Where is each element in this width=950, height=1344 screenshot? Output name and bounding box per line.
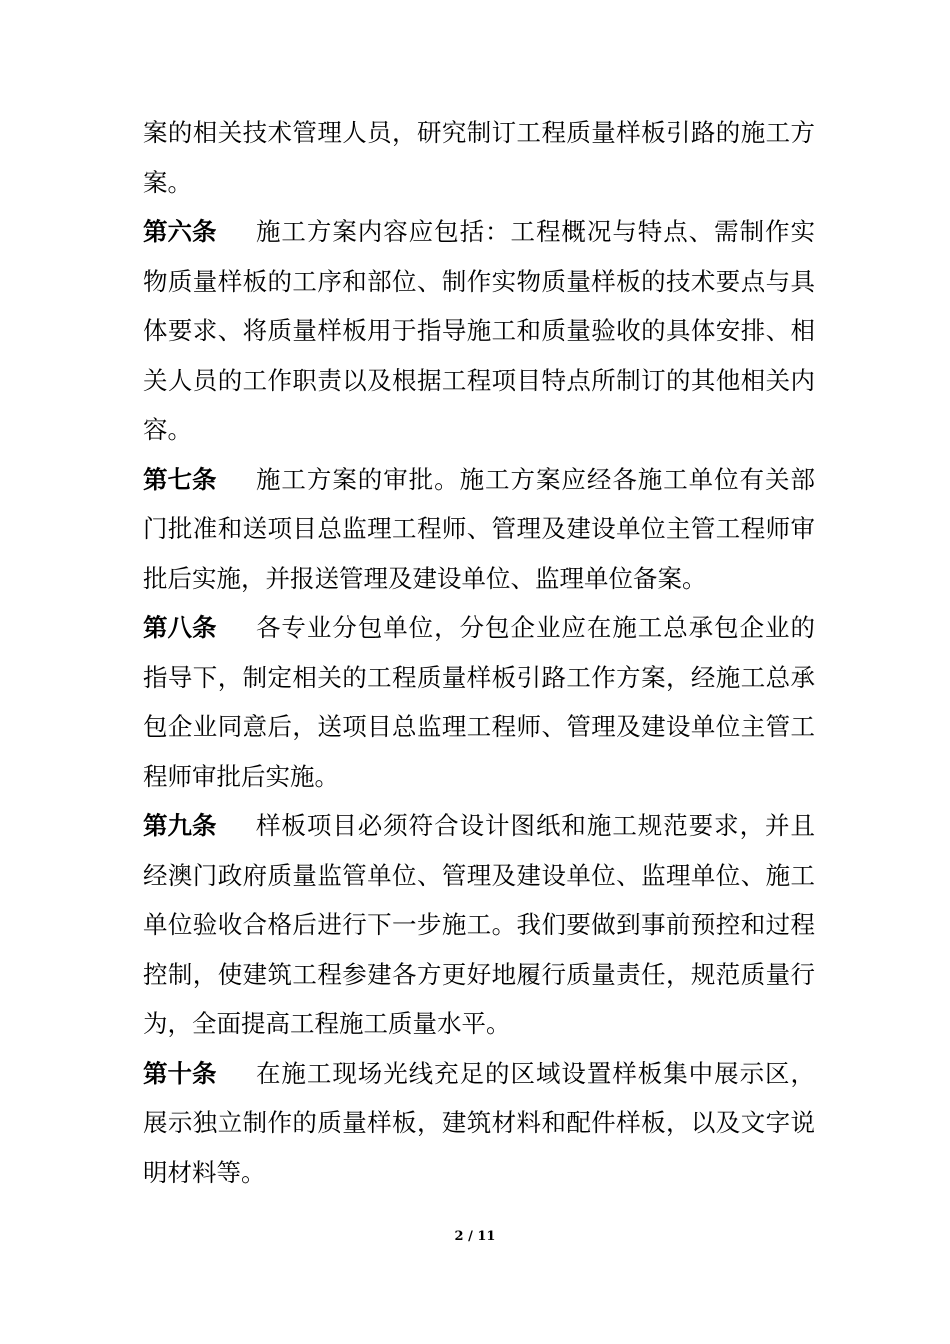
article-text: 施工方案内容应包括：工程概况与特点、需制作实物质量样板的工序和部位、制作实物质量样板的技术要点与具体要求、将质量样板用于指导施工和质量验收的具体安排、相关人员的工作职责以及根据工程项目特点所制订的其他相关内容。 bbox=[143, 217, 815, 444]
document-body bbox=[143, 108, 815, 1197]
article-text: 在施工现场光线充足的区域设置样板集中展示区，展示独立制作的质量样板，建筑材料和配件样板，以及文字说明材料等。 bbox=[143, 1058, 815, 1187]
article-label: 第六条 bbox=[143, 217, 217, 246]
article-label: 第九条 bbox=[143, 811, 217, 840]
article-9 bbox=[143, 801, 815, 1049]
article-label: 第七条 bbox=[143, 464, 217, 494]
article-7 bbox=[143, 455, 815, 604]
article-text: 样板项目必须符合设计图纸和施工规范要求，并且经澳门政府质量监管单位、管理及建设单位、监理单位、施工单位验收合格后进行下一步施工。我们要做到事前预控和过程控制，使建筑工程参建各方更好地履行质量责任，规范质量行为，全面提高工程施工质量水平。 bbox=[143, 811, 815, 1038]
article-8 bbox=[143, 603, 815, 801]
article-text: 各专业分包单位，分包企业应在施工总承包企业的指导下，制定相关的工程质量样板引路工作方案，经施工总承包企业同意后，送项目总监理工程师、管理及建设单位主管工程师审批后实施。 bbox=[143, 613, 815, 791]
article-label: 第十条 bbox=[143, 1058, 217, 1088]
article-label: 第八条 bbox=[143, 613, 217, 642]
page-number: 2 / 11 bbox=[454, 1229, 496, 1244]
article-6 bbox=[143, 207, 815, 455]
article-10 bbox=[143, 1049, 815, 1198]
article-text: 施工方案的审批。施工方案应经各施工单位有关部门批准和送项目总监理工程师、管理及建设单位主管工程师审批后实施，并报送管理及建设单位、监理单位备案。 bbox=[143, 464, 815, 593]
continuation-paragraph: 案的相关技术管理人员，研究制订工程质量样板引路的施工方案。 bbox=[143, 118, 815, 197]
